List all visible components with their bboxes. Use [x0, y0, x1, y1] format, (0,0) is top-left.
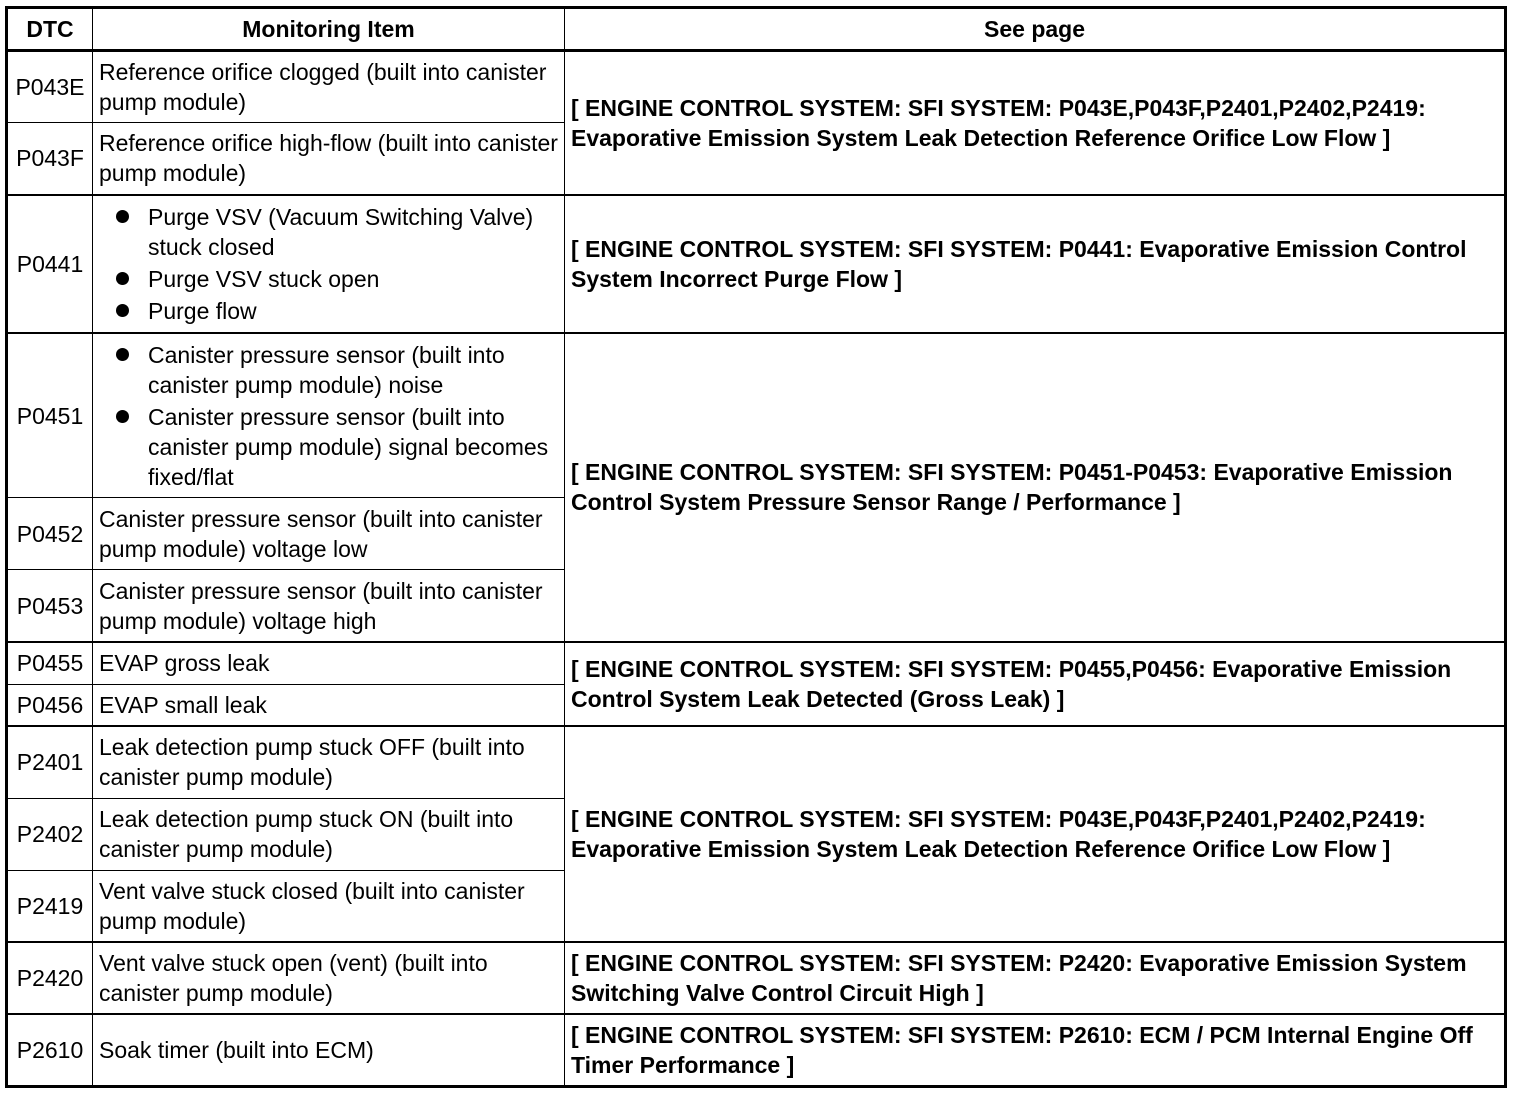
- header-dtc: DTC: [7, 8, 93, 51]
- dtc-table: [5, 6, 1507, 1088]
- monitoring-item: Canister pressure sensor (built into canister pump module) voltage high: [93, 570, 565, 642]
- dtc-code: P0453: [7, 570, 93, 642]
- monitoring-item: Reference orifice clogged (built into canister pump module): [93, 51, 565, 123]
- dtc-code: P0452: [7, 498, 93, 570]
- dtc-code: P2419: [7, 870, 93, 942]
- dtc-code: P0456: [7, 684, 93, 726]
- dtc-code: P0455: [7, 642, 93, 684]
- monitoring-item: Soak timer (built into ECM): [93, 1014, 565, 1086]
- see-page-link[interactable]: [ ENGINE CONTROL SYSTEM: SFI SYSTEM: P2610: ECM / PCM Internal Engine Off Timer Performance ]: [565, 1014, 1506, 1086]
- table-row: [7, 51, 1506, 123]
- table-row: [7, 195, 1506, 333]
- dtc-code: P0441: [7, 195, 93, 333]
- table-row: [7, 333, 1506, 498]
- monitoring-item: [93, 333, 565, 498]
- monitoring-item: Vent valve stuck open (vent) (built into canister pump module): [93, 942, 565, 1014]
- see-page-link[interactable]: [ ENGINE CONTROL SYSTEM: SFI SYSTEM: P0455,P0456: Evaporative Emission Control System Leak Detected (Gross Leak) ]: [565, 642, 1506, 726]
- header-see-page: See page: [565, 8, 1506, 51]
- bullet-item: Canister pressure sensor (built into canister pump module) signal becomes fixed/flat: [148, 402, 558, 492]
- see-page-link[interactable]: [ ENGINE CONTROL SYSTEM: SFI SYSTEM: P0451-P0453: Evaporative Emission Control System Pressure Sensor Range / Performance ]: [565, 333, 1506, 642]
- bullet-list: [99, 202, 558, 326]
- bullet-item: Canister pressure sensor (built into canister pump module) noise: [148, 340, 558, 400]
- table-row: [7, 1014, 1506, 1086]
- see-page-link[interactable]: [ ENGINE CONTROL SYSTEM: SFI SYSTEM: P0441: Evaporative Emission Control System Incorrect Purge Flow ]: [565, 195, 1506, 333]
- see-page-link[interactable]: [ ENGINE CONTROL SYSTEM: SFI SYSTEM: P2420: Evaporative Emission System Switching Valve Control Circuit High ]: [565, 942, 1506, 1014]
- dtc-code: P2401: [7, 726, 93, 798]
- header-monitoring-item: Monitoring Item: [93, 8, 565, 51]
- header-row: [7, 8, 1506, 51]
- dtc-code: P043E: [7, 51, 93, 123]
- bullet-item: Purge VSV stuck open: [148, 264, 558, 294]
- see-page-link[interactable]: [ ENGINE CONTROL SYSTEM: SFI SYSTEM: P043E,P043F,P2401,P2402,P2419: Evaporative Emission System Leak Detection Reference Orifice Low Flow ]: [565, 51, 1506, 195]
- bullet-item: Purge flow: [148, 296, 558, 326]
- see-page-link[interactable]: [ ENGINE CONTROL SYSTEM: SFI SYSTEM: P043E,P043F,P2401,P2402,P2419: Evaporative Emission System Leak Detection Reference Orifice Low Flow ]: [565, 726, 1506, 942]
- table-row: [7, 642, 1506, 684]
- table-row: [7, 726, 1506, 798]
- monitoring-item: Leak detection pump stuck ON (built into canister pump module): [93, 798, 565, 870]
- monitoring-item: Vent valve stuck closed (built into canister pump module): [93, 870, 565, 942]
- dtc-code: P0451: [7, 333, 93, 498]
- bullet-list: [99, 340, 558, 492]
- dtc-code: P2420: [7, 942, 93, 1014]
- monitoring-item: Leak detection pump stuck OFF (built into canister pump module): [93, 726, 565, 798]
- monitoring-item: EVAP small leak: [93, 684, 565, 726]
- monitoring-item: [93, 195, 565, 333]
- table-row: [7, 942, 1506, 1014]
- dtc-code: P2610: [7, 1014, 93, 1086]
- dtc-code: P2402: [7, 798, 93, 870]
- dtc-code: P043F: [7, 123, 93, 195]
- monitoring-item: Canister pressure sensor (built into canister pump module) voltage low: [93, 498, 565, 570]
- monitoring-item: Reference orifice high-flow (built into canister pump module): [93, 123, 565, 195]
- monitoring-item: EVAP gross leak: [93, 642, 565, 684]
- bullet-item: Purge VSV (Vacuum Switching Valve) stuck closed: [148, 202, 558, 262]
